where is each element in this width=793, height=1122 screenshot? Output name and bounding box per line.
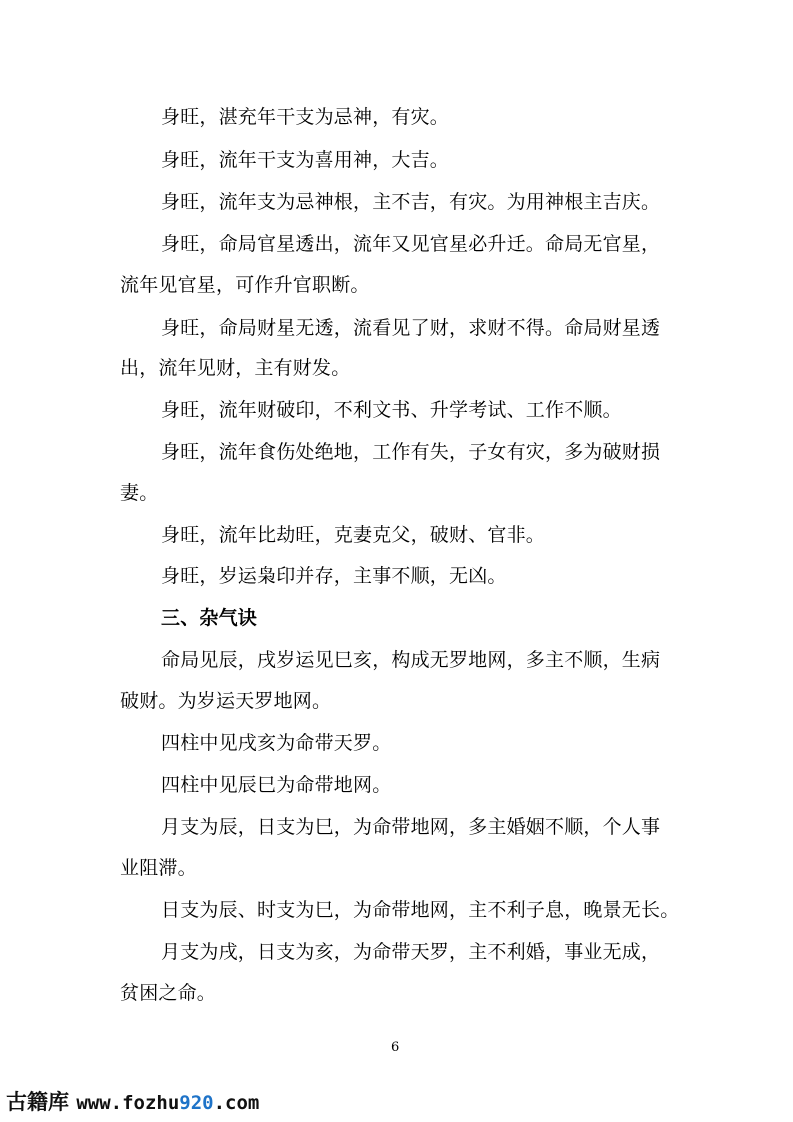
text-line-3: 身旺，流年支为忌神根，主不吉，有灾。为用神根主吉庆。 xyxy=(161,191,661,213)
text-line-20: 月支为戌，日支为亥，为命带天罗，主不利婚，事业无成， xyxy=(161,941,661,963)
text-line-13: 命局见辰，戌岁运见巳亥，构成无罗地网，多主不顺，生病 xyxy=(161,649,661,671)
watermark-url-prefix: www.fozhu xyxy=(76,1092,180,1114)
text-line-19: 日支为辰、时支为巳，为命带地网，主不利子息，晚景无长。 xyxy=(161,899,680,921)
text-line-7: 出，流年见财，主有财发。 xyxy=(120,357,351,379)
text-line-17: 月支为辰，日支为巳，为命带地网，多主婚姻不顺，个人事 xyxy=(161,816,661,838)
text-line-4: 身旺，命局官星透出，流年又见官星必升迁。命局无官星， xyxy=(161,233,661,255)
text-line-1: 身旺，湛充年干支为忌神，有灾。 xyxy=(161,106,450,128)
text-line-15: 四柱中见戌亥为命带天罗。 xyxy=(161,732,392,754)
text-line-10: 妻。 xyxy=(120,482,159,504)
text-line-14: 破财。为岁运天罗地网。 xyxy=(120,690,332,712)
watermark-url-number: 920 xyxy=(179,1092,214,1114)
text-line-16: 四柱中见辰巳为命带地网。 xyxy=(161,774,392,796)
text-line-8: 身旺，流年财破印，不利文书、升学考试、工作不顺。 xyxy=(161,399,622,421)
text-line-18: 业阻滞。 xyxy=(120,857,197,879)
text-line-2: 身旺，流年干支为喜用神，大吉。 xyxy=(161,149,450,171)
watermark-name: 古籍库 xyxy=(6,1090,69,1114)
text-line-12: 身旺，岁运枭印并存，主事不顺，无凶。 xyxy=(161,565,507,587)
watermark-url xyxy=(76,1092,259,1114)
section-heading: 三、杂气诀 xyxy=(161,607,258,629)
text-line-11: 身旺，流年比劫旺，克妻克父，破财、官非。 xyxy=(161,524,546,546)
text-line-6: 身旺，命局财星无透，流看见了财，求财不得。命局财星透 xyxy=(161,317,661,339)
page-number: 6 xyxy=(391,1040,400,1055)
watermark-logo xyxy=(6,1088,259,1117)
text-line-9: 身旺，流年食伤处绝地，工作有失，子女有灾，多为破财损 xyxy=(161,441,661,463)
watermark-url-suffix: .com xyxy=(213,1092,260,1114)
text-line-21: 贫困之命。 xyxy=(120,982,217,1004)
text-line-5: 流年见官星，可作升官职断。 xyxy=(120,274,370,296)
